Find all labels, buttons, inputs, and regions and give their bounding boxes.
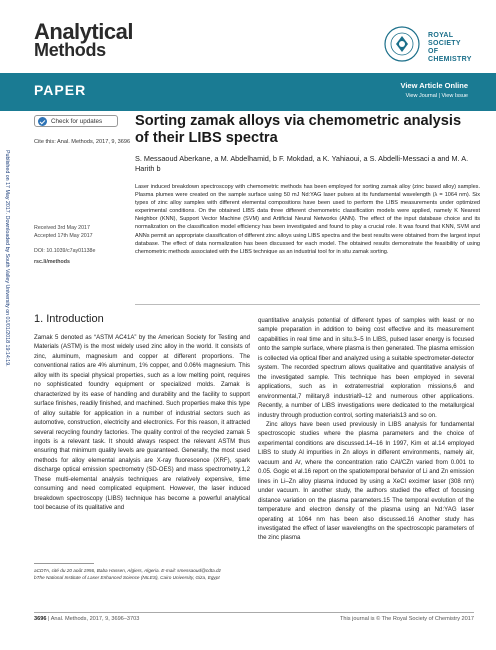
check-for-updates-label: Check for updates: [51, 117, 103, 125]
rsc-logo[interactable]: [382, 22, 474, 66]
paragraph: Zamak 5 denoted as “ASTM AC41A” by the American Society for Testing and Materials (ASTM) is the most widely used zinc alloy in the world. It consists of zinc, aluminum, magnesium and copper at different proportions. The conventional ratios are 4% aluminum, 1% copper, and 0.06% magnesium. This alloy with its special physical properties, such as a low melting point, requires no sophisticated foundry equipment or specialized molds. Zamak is characterized by its ease of handling and durability and the facility to support surface finishes, readily finished, and machined. Such properties make this type of alloy suitable for application in a number of industrial sectors such as automotive, construction, electricity and electronics. For this reason, it attracted several recycling foundry factories. The quality control of the recycled zamak 5 ingots is a relevant task. It should always respect the relevant ASTM thus ensuring that minimum quality levels are guaranteed. Generally, the most used methods for alloy elemental analysis are X-ray fluorescence (XRF), spark discharge optical emission spectrometry (SD-OES) and mass spectrometry.1,2 These multi-elemental analysis techniques are relatively expensive, time consuming and need complicated equipment. However, the laser induced breakdown spectroscopy (LIBS) technique has become a powerful analytical tool because of its qualitative and: [34, 334, 250, 512]
article-type-banner: [0, 73, 496, 111]
affiliation-a: aCDTA, cité du 20 août 1956, Baba Hassen, Algiers, Algeria. E-mail: smessaoud@cdta.dz: [34, 568, 221, 573]
citation: Cite this: Anal. Methods, 2017, 9, 3696: [34, 139, 131, 145]
body-column-right: [258, 316, 474, 543]
journal-title-line2: Methods: [34, 40, 106, 60]
journal-title-line1: Analytical: [34, 19, 133, 44]
article-dates: [34, 224, 93, 240]
abstract: Laser induced breakdown spectroscopy with chemometric methods has been employed for sorting zamak alloy (zinc based alloy) samples. Plasma plumes were created on the sample surface using 50 mJ Nd:YAG laser pulses at its fundamental wavelength (λ = 1064 nm). Six types of zinc alloy samples with different elemental compositions have been used to perform the LIBS measurements under optimized experimental conditions. On the obtained LIBS data three different chemometric classification models were applied, namely K Nearest Neighbor (KNN), Support Vector Machine (SVM) and Artificial Neural Networks (ANN). The effect of the input database choice and its normalization on the classification model efficiency has been investigated and found to play a crucial role. It was found that KNN, SVM and ANNs permit an appropriate classification of different zinc alloys using LIBS spectra and the best results were obtained from the largest input database. The effect of data normalization has been discussed for each model. The obtained results demonstrate the feasibility of using chemometric methods associated with the LIBS technique as an industrial tool for in situ zamak sorting.: [135, 184, 480, 255]
view-article-online-link[interactable]: View Article Online: [400, 81, 468, 90]
article-type-label: PAPER: [34, 82, 87, 98]
footer-divider: [34, 612, 474, 613]
paragraph: Zinc alloys have been used previously in LIBS analysis for fundamental spectroscopic studies where the plasma parameters and the choice of experimental conditions are discussed.14–16 In 1997, Kim et al.14 employed LIBS to study Al impurities in Zn alloys in different environments, namely air, vacuum and Ar, where the concentration ratio CAl/CZn varied from 0.001 to 0.05. Gogic et al.16 report on the spatiotemporal behavior of Li and Zn emission lines in Li–Zn alloy plasma induced by using a XeCl excimer laser (308 nm) under vacuum. In another study, the authors studied the effect of focusing distance variation on the plasma parameters.15 The temporal evolution of the temperature and electron density of the plasma using an Nd:YAG laser operating at 1064 nm has been also discussed.16 Another study has investigated the effect of laser wavelengths on the spectroscopic parameters of the zinc plasma: [258, 420, 474, 542]
footer-copyright: This journal is © The Royal Society of Chemistry 2017: [340, 616, 474, 622]
footer-left: [34, 616, 139, 622]
check-for-updates-button[interactable]: [34, 115, 118, 127]
article-title: Sorting zamak alloys via chemometric analysis of their LIBS spectra: [135, 113, 462, 146]
abstract-divider: [135, 304, 480, 305]
affiliation-footnotes: [34, 567, 250, 582]
check-updates-icon: [38, 117, 47, 126]
footnote-divider: [34, 563, 94, 564]
publication-sidenote: [0, 150, 10, 510]
journal-url-link[interactable]: rsc.li/methods: [34, 259, 70, 265]
page-number: 3696: [34, 616, 47, 622]
body-column-left: [34, 333, 250, 513]
section-heading-introduction: 1. Introduction: [34, 313, 104, 325]
journal-title: [34, 19, 133, 60]
footer-citation: | Anal. Methods, 2017, 9, 3696–3703: [46, 616, 140, 622]
view-journal-issue-links[interactable]: View Journal | View Issue: [405, 93, 468, 99]
publication-sidenote-text: Published on 17 May 2017. Downloaded by South Valley University on 01/01/2018 19:14:19.: [4, 150, 10, 367]
view-article-online[interactable]: [400, 80, 468, 102]
rsc-logo-text: ROYAL SOCIETY OF CHEMISTRY: [428, 32, 472, 63]
received-date: Received 3rd May 2017: [34, 225, 90, 231]
affiliation-b: bThe National Institute of Laser Enhanced Science (NILES), Cairo University, Giza, Egypt: [34, 575, 220, 581]
author-list: S. Messaoud Aberkane, a M. Abdelhamid, b F. Mokdad, a K. Yahiaoui, a S. Abdelli-Messaci a and M. A. Harith b: [135, 154, 469, 173]
rsc-emblem-icon: [382, 22, 426, 66]
accepted-date: Accepted 17th May 2017: [34, 233, 93, 239]
paragraph: quantitative analysis potential of different types of samples with least or no sample preparation in addition to being cost effective and its measurement capabilities in real time and in situ.3–5 In LIBS, pulsed laser energy is focused onto the sample surface, where plasma is then generated. The plasma emission is collected via optical fiber and analyzed using a suitable spectrometer-detector system. The recorded spectrum allows qualitative and quantitative analysis of the investigated sample. This technique has been employed in several applications, such as in extraterrestrial exploration missions,6 and environmental,7 military,8 industrial9–12 and numerous other applications. Recently, a number of LIBS investigations were dedicated to the metallurgical industry through production control, sorting materials13 and so on.: [258, 317, 474, 419]
doi-link[interactable]: DOI: 10.1039/c7ay01138e: [34, 248, 96, 254]
